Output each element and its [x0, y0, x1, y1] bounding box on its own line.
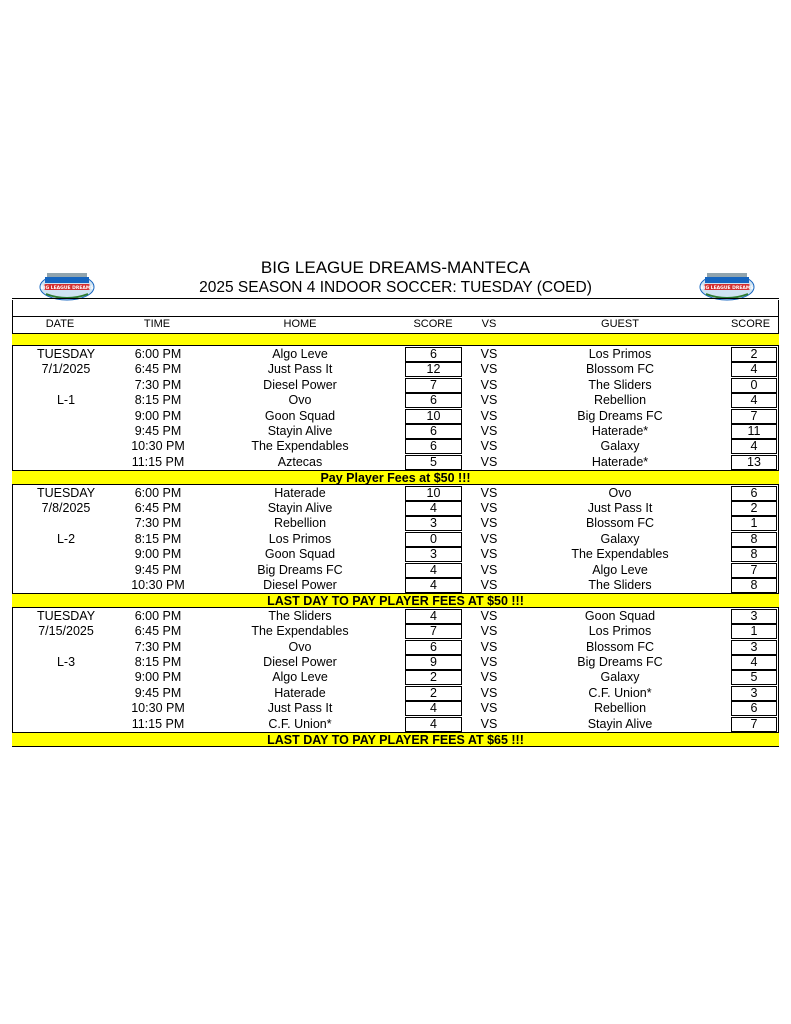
guest-team: Galaxy	[600, 670, 640, 685]
header-rule	[12, 298, 779, 299]
guest-score: 4	[731, 393, 777, 408]
home-team: The Expendables	[251, 439, 349, 454]
guest-team: Haterade*	[591, 454, 649, 469]
home-score: 3	[405, 547, 462, 562]
guest-score: 7	[731, 409, 777, 424]
vs-label: VS	[480, 624, 498, 639]
guest-score: 5	[731, 670, 777, 685]
vs-label: VS	[480, 701, 498, 716]
week-date: 7/1/2025	[41, 362, 91, 377]
game-time: 9:00 PM	[134, 670, 182, 685]
home-score: 6	[405, 439, 462, 454]
guest-team: C.F. Union*	[588, 685, 652, 700]
game-time: 9:45 PM	[134, 424, 182, 438]
guest-score: 2	[731, 501, 777, 516]
guest-score: 3	[731, 640, 777, 655]
guest-team: Galaxy	[600, 531, 640, 546]
game-time: 10:30 PM	[131, 578, 185, 592]
guest-score: 4	[731, 362, 777, 377]
home-team: Rebellion	[273, 516, 327, 531]
guest-score: 4	[731, 655, 777, 670]
vs-label: VS	[480, 578, 498, 592]
guest-team: Los Primos	[588, 624, 652, 639]
home-score: 4	[405, 578, 462, 593]
week-day: TUESDAY	[36, 608, 96, 623]
game-time: 9:45 PM	[134, 562, 182, 577]
home-score: 12	[405, 362, 462, 377]
vs-label: VS	[480, 439, 498, 454]
vs-label: VS	[480, 516, 498, 531]
guest-team: Just Pass It	[587, 501, 653, 515]
col-header-home: HOME	[283, 318, 317, 330]
guest-score: 7	[731, 563, 777, 578]
page-subtitle: 2025 SEASON 4 INDOOR SOCCER: TUESDAY (COED)	[199, 279, 592, 296]
guest-score: 6	[731, 701, 777, 716]
home-team: Aztecas	[277, 454, 323, 469]
home-score: 6	[405, 347, 462, 362]
guest-score: 1	[731, 624, 777, 639]
week-day: TUESDAY	[36, 347, 96, 361]
game-time: 6:00 PM	[134, 347, 182, 361]
guest-score: 8	[731, 547, 777, 562]
home-score: 4	[405, 717, 462, 732]
game-time: 7:30 PM	[134, 639, 182, 654]
game-time: 10:30 PM	[131, 701, 185, 716]
home-team: Algo Leve	[272, 670, 328, 685]
guest-team: The Sliders	[588, 578, 652, 592]
game-time: 6:45 PM	[134, 501, 182, 515]
home-team: Just Pass It	[267, 701, 333, 716]
game-time: 8:15 PM	[134, 393, 182, 408]
svg-text:BIG LEAGUE DREAMS: BIG LEAGUE DREAMS	[700, 286, 754, 291]
guest-team: Big Dreams FC	[577, 408, 663, 423]
home-score: 2	[405, 686, 462, 701]
game-time: 11:15 PM	[131, 716, 185, 731]
league-label: L-3	[56, 655, 76, 669]
guest-team: Big Dreams FC	[577, 655, 663, 669]
guest-team: Blossom FC	[585, 516, 655, 531]
game-time: 6:45 PM	[134, 362, 182, 377]
fee-banner: Pay Player Fees at $50 !!!	[12, 470, 779, 485]
vs-label: VS	[480, 485, 498, 500]
vs-label: VS	[480, 531, 498, 546]
vs-label: VS	[480, 685, 498, 700]
guest-score: 3	[731, 609, 777, 624]
guest-score: 1	[731, 516, 777, 531]
home-team: Diesel Power	[263, 377, 337, 392]
guest-team: Blossom FC	[585, 639, 655, 654]
home-score: 9	[405, 655, 462, 670]
home-team: Goon Squad	[264, 547, 336, 562]
page-title: BIG LEAGUE DREAMS-MANTECA	[260, 258, 531, 277]
vs-label: VS	[480, 639, 498, 654]
game-time: 6:00 PM	[134, 485, 182, 500]
guest-team: The Expendables	[571, 547, 669, 562]
week-date: 7/15/2025	[38, 624, 94, 639]
vs-label: VS	[480, 501, 498, 515]
vs-label: VS	[480, 362, 498, 377]
week-day: TUESDAY	[36, 485, 96, 500]
guest-team: Ovo	[608, 485, 632, 500]
vs-label: VS	[480, 608, 498, 623]
game-time: 7:30 PM	[134, 516, 182, 531]
home-score: 2	[405, 670, 462, 685]
guest-team: Goon Squad	[584, 608, 656, 623]
home-score: 3	[405, 516, 462, 531]
guest-team: Rebellion	[593, 393, 647, 408]
game-time: 8:15 PM	[134, 531, 182, 546]
league-label: L-1	[56, 393, 76, 408]
game-time: 7:30 PM	[134, 377, 182, 392]
fee-banner: LAST DAY TO PAY PLAYER FEES AT $65 !!!	[12, 732, 779, 747]
vs-label: VS	[480, 424, 498, 438]
home-score: 10	[405, 486, 462, 501]
home-score: 7	[405, 378, 462, 393]
vs-label: VS	[480, 347, 498, 361]
svg-text:BIG LEAGUE DREAMS: BIG LEAGUE DREAMS	[40, 286, 94, 291]
guest-score: 3	[731, 686, 777, 701]
game-time: 9:45 PM	[134, 685, 182, 700]
home-team: Goon Squad	[264, 408, 336, 423]
guest-team: Los Primos	[588, 347, 652, 361]
home-team: Los Primos	[268, 531, 332, 546]
col-header-score: SCORE	[413, 318, 453, 330]
home-score: 0	[405, 532, 462, 547]
home-team: The Sliders	[268, 608, 332, 623]
guest-team: Rebellion	[593, 701, 647, 716]
col-header-guest: GUEST	[601, 318, 639, 330]
game-time: 10:30 PM	[131, 439, 185, 454]
guest-team: The Sliders	[588, 377, 652, 392]
col-header-vs: VS	[481, 318, 497, 330]
home-team: Haterade	[274, 685, 326, 700]
home-score: 6	[405, 424, 462, 439]
guest-team: Algo Leve	[592, 562, 648, 577]
home-team: Ovo	[288, 393, 312, 408]
vs-label: VS	[480, 562, 498, 577]
guest-score: 0	[731, 378, 777, 393]
home-team: The Expendables	[251, 624, 349, 639]
vs-label: VS	[480, 670, 498, 685]
column-header-rule	[12, 316, 779, 317]
game-time: 6:45 PM	[134, 624, 182, 639]
game-time: 9:00 PM	[134, 408, 182, 423]
home-score: 4	[405, 563, 462, 578]
home-score: 5	[405, 455, 462, 470]
home-score: 4	[405, 501, 462, 516]
home-team: Algo Leve	[272, 347, 328, 361]
game-time: 9:00 PM	[134, 547, 182, 562]
col-header-date: DATE	[45, 318, 75, 330]
guest-score: 6	[731, 486, 777, 501]
guest-score: 7	[731, 717, 777, 732]
home-score: 7	[405, 624, 462, 639]
home-team: Ovo	[288, 639, 312, 654]
guest-team: Haterade*	[591, 424, 649, 438]
guest-score: 4	[731, 439, 777, 454]
stadium-logo-right	[698, 268, 756, 302]
home-team: Diesel Power	[263, 578, 337, 592]
guest-score: 8	[731, 578, 777, 593]
stadium-logo-left	[38, 268, 96, 302]
home-team: C.F. Union*	[268, 716, 332, 731]
home-score: 4	[405, 609, 462, 624]
guest-team: Stayin Alive	[587, 716, 653, 731]
vs-label: VS	[480, 393, 498, 408]
col-header-time: TIME	[143, 318, 171, 330]
home-team: Big Dreams FC	[257, 562, 343, 577]
game-time: 8:15 PM	[134, 655, 182, 669]
home-team: Just Pass It	[267, 362, 333, 377]
vs-label: VS	[480, 377, 498, 392]
week-date: 7/8/2025	[41, 501, 91, 515]
header-band	[12, 333, 779, 346]
vs-label: VS	[480, 547, 498, 562]
guest-score: 13	[731, 455, 777, 470]
home-team: Stayin Alive	[267, 424, 333, 438]
vs-label: VS	[480, 655, 498, 669]
home-score: 4	[405, 701, 462, 716]
guest-score: 8	[731, 532, 777, 547]
guest-score: 2	[731, 347, 777, 362]
game-time: 11:15 PM	[131, 454, 185, 469]
guest-team: Blossom FC	[585, 362, 655, 377]
home-score: 10	[405, 409, 462, 424]
home-score: 6	[405, 393, 462, 408]
vs-label: VS	[480, 408, 498, 423]
home-score: 6	[405, 640, 462, 655]
vs-label: VS	[480, 716, 498, 731]
home-team: Stayin Alive	[267, 501, 333, 515]
home-team: Diesel Power	[263, 655, 337, 669]
league-label: L-2	[56, 531, 76, 546]
home-team: Haterade	[274, 485, 326, 500]
game-time: 6:00 PM	[134, 608, 182, 623]
guest-score: 11	[731, 424, 777, 439]
col-header-guest-score: SCORE	[730, 318, 771, 330]
vs-label: VS	[480, 454, 498, 469]
guest-team: Galaxy	[600, 439, 640, 454]
fee-banner: LAST DAY TO PAY PLAYER FEES AT $50 !!!	[12, 593, 779, 608]
